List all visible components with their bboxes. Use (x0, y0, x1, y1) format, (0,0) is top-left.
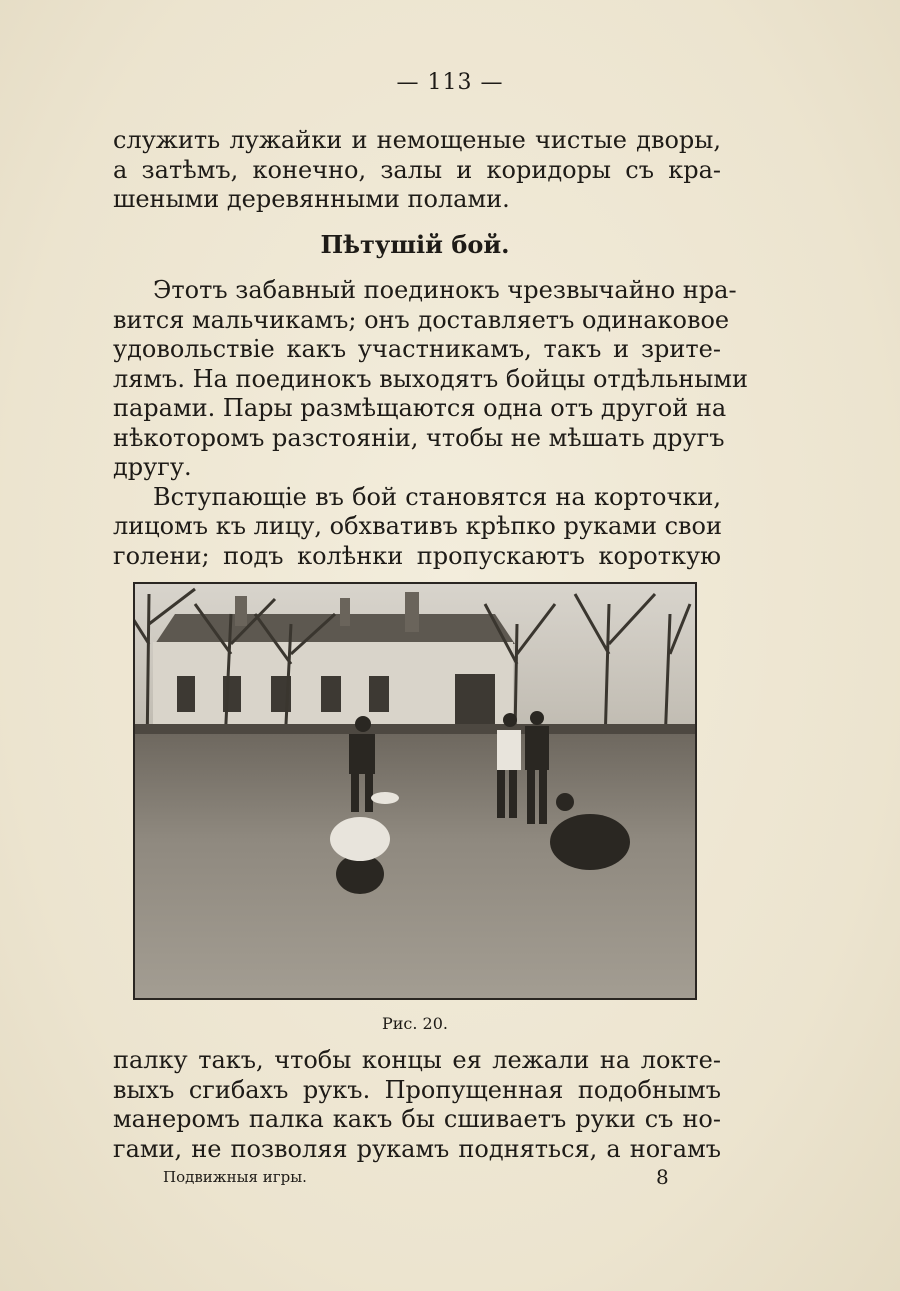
text-line: палку такъ, чтобы концы ея лежали на локте- (113, 1046, 721, 1074)
text-line: шеными деревянными полами. (113, 185, 510, 213)
text-line: другу. (113, 453, 192, 481)
text-line: Вступающіе въ бой становятся на корточки, (153, 482, 721, 511)
text-line: лямъ. На поединокъ выходятъ бойцы отдѣльными (113, 364, 749, 393)
text-line: манеромъ палка какъ бы сшиваетъ руки съ но- (113, 1105, 721, 1133)
figure-caption: Рис. 20. (381, 1014, 448, 1033)
text-line: голени; подъ колѣнки пропускаютъ короткую (113, 541, 721, 570)
text-line: служить лужайки и немощеные чистые дворы, (113, 126, 721, 154)
paragraph-rooster-fight (113, 276, 749, 571)
text-line: а затѣмъ, конечно, залы и коридоры съ кра- (113, 155, 721, 184)
figure-photograph (133, 582, 697, 1000)
text-line: нѣкоторомъ разстояніи, чтобы не мѣшать другъ (113, 423, 725, 452)
page-number-header: — 113 — (396, 70, 504, 95)
text-line: гами, не позволяя рукамъ подняться, а ногамъ (113, 1134, 721, 1163)
section-heading: Пѣтушій бой. (320, 230, 510, 259)
text-line: Этотъ забавный поединокъ чрезвычайно нра- (153, 276, 737, 304)
text-line: выхъ сгибахъ рукъ. Пропущенная подобнымъ (113, 1075, 721, 1104)
text-line: парами. Пары размѣщаются одна отъ другой на (113, 394, 727, 422)
photo-children-playing (135, 584, 695, 998)
footer-book-title: Подвижныя игры. (163, 1168, 307, 1186)
text-line: вится мальчикамъ; онъ доставляетъ одинаковое (113, 305, 730, 334)
text-line: лицомъ къ лицу, обхвативъ крѣпко руками свои (113, 512, 722, 540)
paragraph-intro (113, 126, 721, 215)
paragraph-continued (113, 1046, 721, 1164)
text-line: удовольствіе какъ участникамъ, такъ и зрите- (113, 335, 721, 363)
footer-signature-number: 8 (656, 1165, 669, 1189)
